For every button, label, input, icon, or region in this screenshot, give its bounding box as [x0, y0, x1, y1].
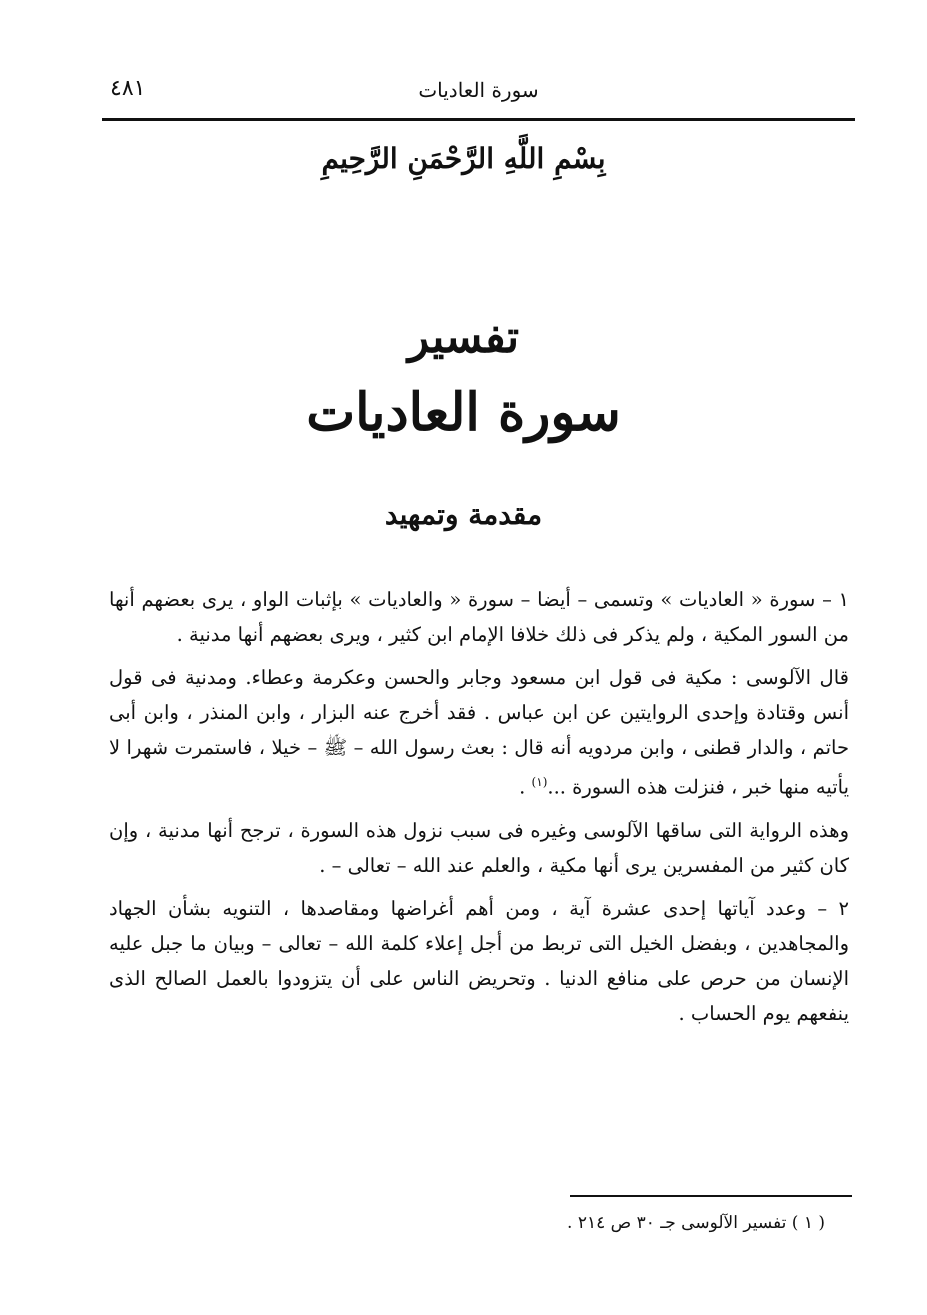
title-line-2: سورة العاديات — [306, 382, 621, 443]
header-divider — [102, 118, 855, 121]
footnote-divider — [570, 1195, 852, 1197]
body-text — [109, 582, 849, 1039]
footnote: ( ١ ) تفسير الآلوسى جـ ٣٠ ص ٢١٤ . — [567, 1213, 825, 1233]
paragraph-1: ١ – سورة « العاديات » وتسمى – أيضا – سورة « والعاديات » بإثبات الواو ، يرى بعضهم أنها من السور المكية ، ولم يذكر فى ذلك خلافا الإمام ابن كثير ، ويرى بعضهم أنها مدنية . — [109, 588, 849, 646]
paragraph-2-end: . — [519, 775, 532, 799]
basmala: بِسْمِ اللَّهِ الرَّحْمَنِ الرَّحِيمِ — [321, 142, 606, 175]
title-line-1: تفسير — [407, 312, 520, 363]
section-heading: مقدمة وتمهيد — [384, 498, 543, 531]
paragraph-3: وهذه الرواية التى ساقها الآلوسى وغيره فى سبب نزول هذه السورة ، ترجح أنها مدنية ، وإن كان كثير من المفسرين يرى أنها مكية ، والعلم عند الله – تعالى – . — [109, 818, 849, 877]
paragraph-4: ٢ – وعدد آياتها إحدى عشرة آية ، ومن أهم أغراضها ومقاصدها ، التنويه بشأن الجهاد والمجاهدين ، وبفضل الخيل التى تربط من أجل إعلاء كلمة الله – تعالى – وبيان ما جبل عليه الإنسان من حرص على منافع الدنيا . وتحريض الناس على أن يتزودوا بالعمل الصالح الذى ينفعهم يوم الحساب . — [109, 896, 849, 1025]
page-number: ٤٨١ — [110, 76, 146, 101]
paragraph-2 — [109, 660, 849, 805]
running-title: سورة العاديات — [418, 78, 539, 102]
paragraph-2-text: قال الآلوسى : مكية فى قول ابن مسعود وجابر والحسن وعكرمة وعطاء. ومدنية فى قول أنس وقتادة وإحدى الروايتين عن ابن عباس . فقد أخرج عنه البزار ، وابن المنذر ، وابن أبى حاتم ، والدار قطنى ، وابن مردويه أنه قال : بعث رسول الله – ﷺ – خيلا ، فاستمرت شهرا لا يأتيه منها خبر ، فنزلت هذه السورة ... — [109, 666, 849, 799]
footnote-reference[interactable]: (١) — [531, 775, 548, 789]
page-header — [102, 72, 855, 112]
